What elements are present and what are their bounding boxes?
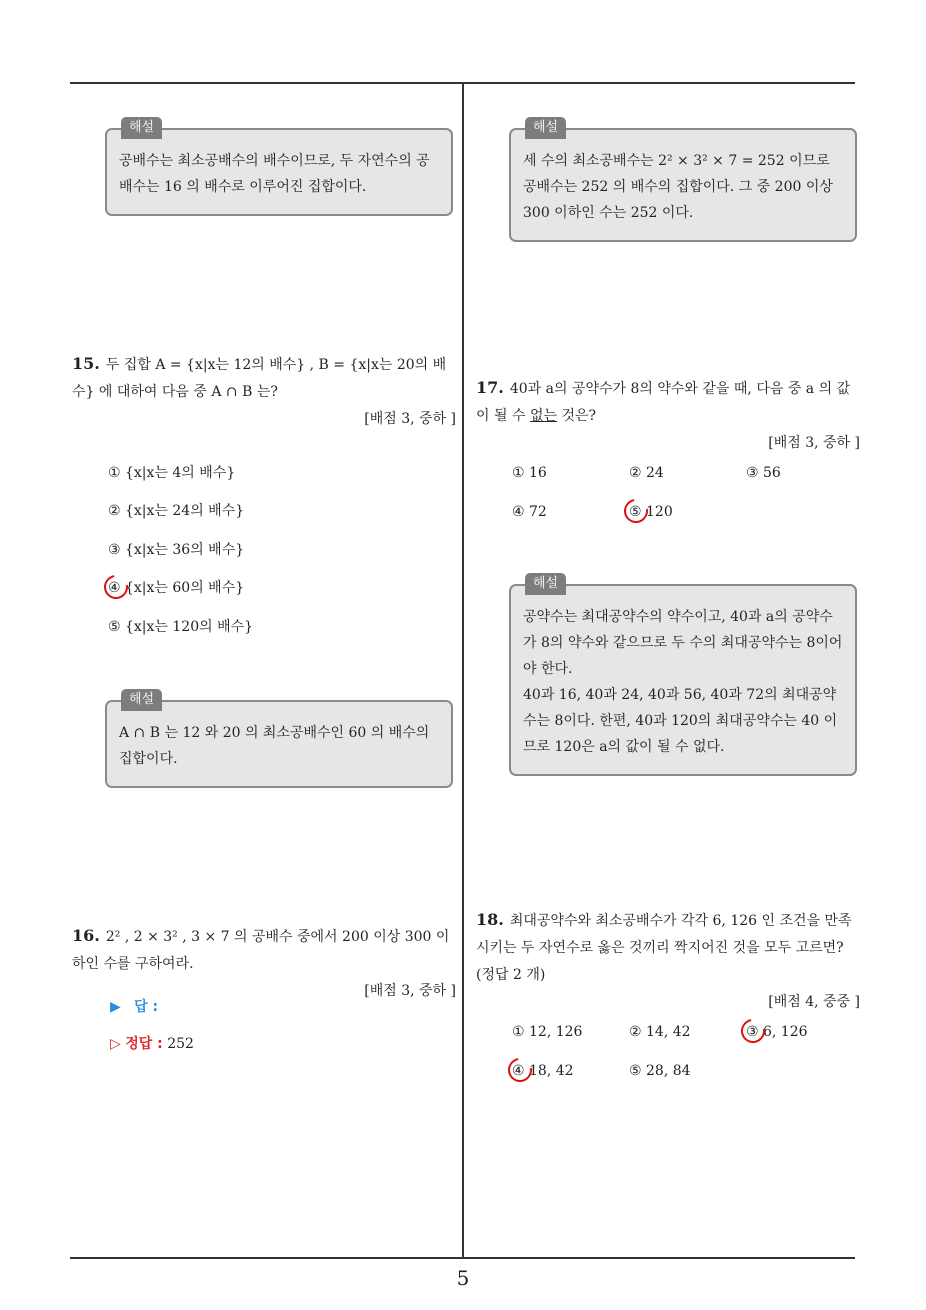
- column-divider: [462, 84, 464, 1258]
- score-label: [배점 4, 중중 ]: [768, 994, 860, 1010]
- explanation-text: A ∩ B 는 12 와 20 의 최소공배수인 60 의 배수의 집합이다.: [119, 725, 430, 767]
- page-number: 5: [456, 1266, 470, 1290]
- answer-circle-mark: [99, 570, 132, 603]
- play-triangle-icon: ▶: [110, 999, 121, 1015]
- question-16: [72, 922, 456, 1005]
- explanation-text: 세 수의 최소공배수는 2² × 3² × 7 = 252 이므로 공배수는 252 의 배수의 집합이다. 그 중 200 이상 300 이하인 수는 252 이다.: [523, 153, 833, 221]
- option-17-4[interactable]: ④ 72: [512, 504, 547, 520]
- explanation-box-top-left: [105, 120, 453, 216]
- score-label: [배점 3, 중하 ]: [364, 411, 456, 427]
- option-17-3[interactable]: ③ 56: [746, 465, 781, 481]
- option-15-2[interactable]: ② {x|x는 24의 배수}: [108, 503, 245, 519]
- option-15-3[interactable]: ③ {x|x는 36의 배수}: [108, 542, 245, 558]
- explanation-tag: 해설: [121, 689, 162, 711]
- option-17-1[interactable]: ① 16: [512, 465, 547, 481]
- answer-circle-mark: [503, 1053, 536, 1086]
- answer-circle-mark: [619, 494, 652, 527]
- explanation-box-15: [105, 692, 453, 788]
- question-17: [476, 374, 860, 457]
- answer-circle-mark: [736, 1014, 769, 1047]
- explanation-box-top-right: [509, 120, 857, 242]
- outline-triangle-icon: ▷: [110, 1036, 121, 1052]
- question-number: 18.: [476, 910, 504, 929]
- option-17-5[interactable]: ⑤ 120: [629, 504, 673, 520]
- answer-label: 답 :: [134, 999, 159, 1015]
- question-text: 두 집합 A = {x|x는 12의 배수} , B = {x|x는 20의 배수} 에 대하여 다음 중 A ∩ B 는?: [72, 357, 447, 400]
- question-number: 17.: [476, 378, 504, 397]
- question-text: 2² , 2 × 3² , 3 × 7 의 공배수 중에서 200 이상 300 이하인 수를 구하여라.: [72, 929, 450, 972]
- correct-value: 252: [167, 1036, 194, 1052]
- answer-line[interactable]: [110, 996, 158, 1016]
- question-text: 40과 a의 공약수가 8의 약수와 같을 때, 다음 중 a 의 값이 될 수: [476, 381, 851, 424]
- option-18-2[interactable]: ② 14, 42: [629, 1024, 691, 1040]
- explanation-text: 공약수는 최대공약수의 약수이고, 40과 a의 공약수가 8의 약수와 같으므로 두 수의 최대공약수는 8이어야 한다.: [523, 609, 843, 677]
- score-label: [배점 3, 중하 ]: [768, 435, 860, 451]
- question-18: [476, 906, 860, 1016]
- option-18-4[interactable]: ④ 18, 42: [512, 1063, 574, 1079]
- explanation-tag: 해설: [525, 117, 566, 139]
- option-18-3[interactable]: ③ 6, 126: [746, 1024, 808, 1040]
- option-18-5[interactable]: ⑤ 28, 84: [629, 1063, 691, 1079]
- explanation-tag: 해설: [121, 117, 162, 139]
- question-number: 16.: [72, 926, 100, 945]
- option-15-1[interactable]: ① {x|x는 4의 배수}: [108, 465, 236, 481]
- question-text: 것은?: [557, 408, 597, 424]
- question-number: 15.: [72, 354, 100, 373]
- option-15-5[interactable]: ⑤ {x|x는 120의 배수}: [108, 619, 254, 635]
- question-15: [72, 350, 456, 433]
- question-text-underlined: 없는: [529, 408, 557, 424]
- option-18-1[interactable]: ① 12, 126: [512, 1024, 583, 1040]
- bottom-rule: [70, 1257, 855, 1259]
- question-text: 최대공약수와 최소공배수가 각각 6, 126 인 조건을 만족시키는 두 자연수로 옳은 것끼리 짝지어진 것을 모두 고르면? (정답 2 개): [476, 913, 852, 983]
- explanation-text: 공배수는 최소공배수의 배수이므로, 두 자연수의 공배수는 16 의 배수로 이루어진 집합이다.: [119, 153, 430, 195]
- score-label: [배점 3, 중하 ]: [364, 983, 456, 999]
- option-15-4[interactable]: ④ {x|x는 60의 배수}: [108, 580, 245, 596]
- explanation-box-17: [509, 576, 857, 776]
- explanation-tag: 해설: [525, 573, 566, 595]
- explanation-text-2: 40과 16, 40과 24, 40과 56, 40과 72의 최대공약수는 8이다. 한편, 40과 120의 최대공약수는 40 이므로 120은 a의 값이 될 수 없다.: [523, 687, 838, 755]
- correct-label: 정답 :: [125, 1036, 163, 1052]
- correct-answer-line: [110, 1033, 194, 1053]
- option-17-2[interactable]: ② 24: [629, 465, 664, 481]
